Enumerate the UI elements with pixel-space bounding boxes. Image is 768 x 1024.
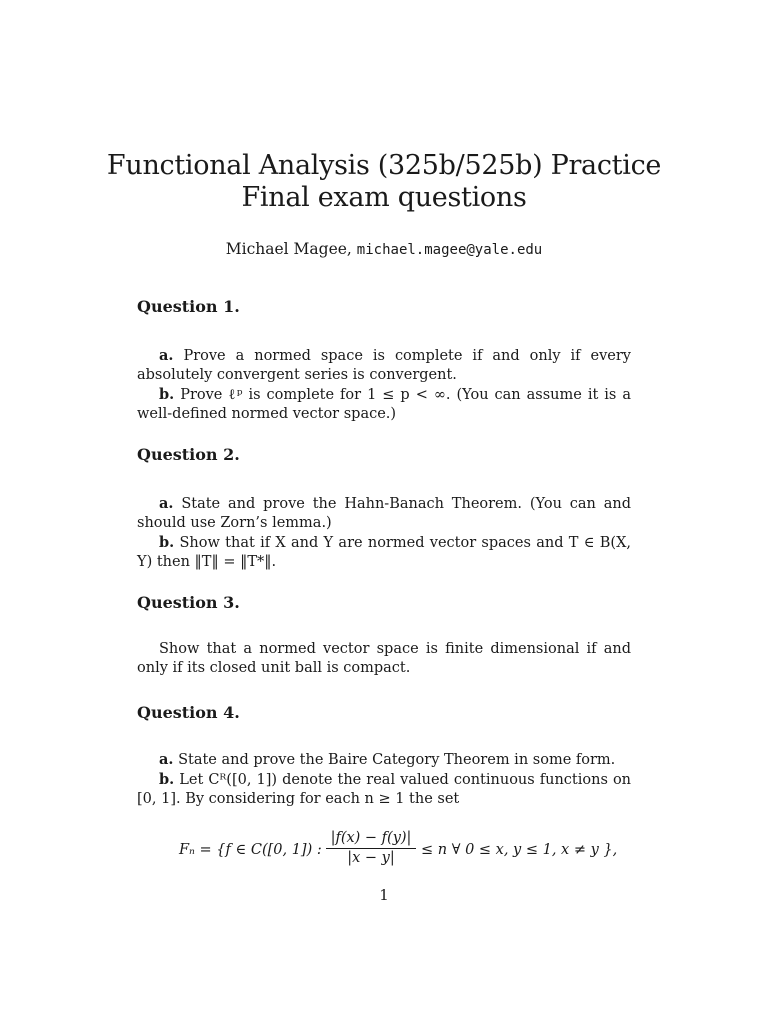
part-label: b. (159, 771, 175, 788)
display-equation (137, 826, 631, 876)
equation-denominator: |x − y| (347, 850, 395, 866)
equation-numerator: |f(x) − f(y)| (330, 830, 412, 846)
question-3-heading: Question 3. (137, 593, 240, 612)
equation-fraction (326, 830, 416, 866)
question-1-body (137, 346, 631, 424)
author-email: michael.magee@yale.edu (356, 242, 543, 258)
part-text: Show that if X and Y are normed vector spaces and T ∈ B(X, Y) then ‖T‖ = ‖T*‖. (137, 535, 632, 570)
question-1-part-b (137, 385, 631, 424)
question-1-heading: Question 1. (137, 297, 240, 316)
author-line (100, 240, 668, 258)
part-text: Let Cᴿ([0, 1]) denote the real valued continuous functions on [0, 1]. By considering for each n ≥ 1 the set (137, 772, 632, 807)
fraction-bar (326, 848, 416, 849)
author-name: Michael Magee, (225, 240, 352, 258)
part-label: a. (159, 347, 174, 364)
question-3-text: Show that a normed vector space is finite dimensional if and only if its closed unit ball is compact. (137, 641, 631, 676)
question-2-heading: Question 2. (137, 445, 240, 464)
question-1-part-a (137, 346, 631, 385)
part-label: b. (159, 386, 175, 403)
equation-lhs: Fₙ = {f ∈ C([0, 1]) : (179, 842, 322, 858)
question-4-heading: Question 4. (137, 703, 240, 722)
equation-rhs: ≤ n ∀ 0 ≤ x, y ≤ 1, x ≠ y }, (421, 842, 618, 858)
question-2-body (137, 494, 631, 572)
question-4-body (137, 750, 631, 809)
part-text: State and prove the Hahn-Banach Theorem. (You can and should use Zorn’s lemma.) (137, 496, 632, 531)
question-2-part-b (137, 533, 631, 572)
part-label: a. (159, 751, 174, 768)
part-label: b. (159, 534, 175, 551)
part-text: State and prove the Baire Category Theorem in some form. (178, 752, 616, 768)
question-3-body (137, 640, 631, 678)
part-text: Prove ℓᵖ is complete for 1 ≤ p < ∞. (You can assume it is a well-defined normed vector space.) (137, 387, 631, 422)
part-text: Prove a normed space is complete if and only if every absolutely convergent series is convergent. (137, 348, 632, 383)
question-4-part-b (137, 770, 631, 809)
page-number: 1 (379, 886, 389, 904)
page-title: Functional Analysis (325b/525b) Practice Final exam questions (106, 150, 662, 213)
part-label: a. (159, 495, 174, 512)
question-2-part-a (137, 494, 631, 533)
question-4-part-a (137, 750, 631, 770)
